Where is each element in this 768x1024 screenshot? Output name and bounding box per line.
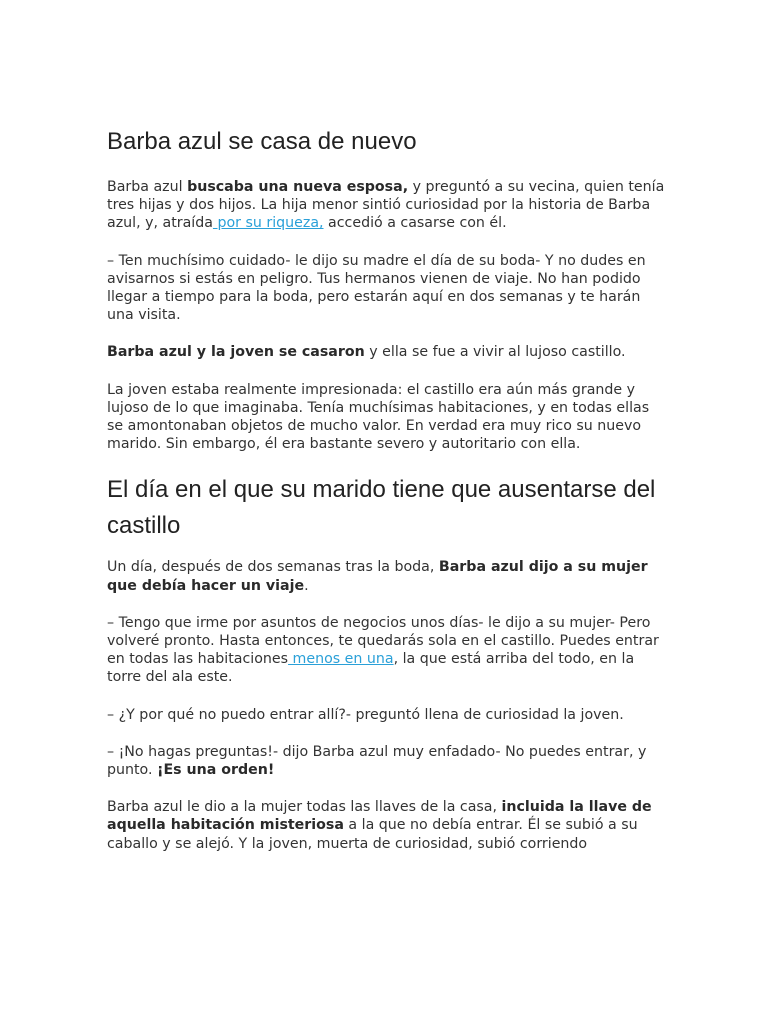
paragraph-boda xyxy=(107,343,667,361)
link-menos-en-una[interactable]: menos en una xyxy=(288,651,394,668)
paragraph-intro xyxy=(107,178,667,233)
text-run: . xyxy=(304,577,309,594)
paragraph-castillo: La joven estaba realmente impresionada: el castillo era aún más grande y lujoso de lo que imaginaba. Tenía muchísimas habitaciones, y en todas ellas se amontonaban objetos de mucho valor. En verdad era muy rico su nuevo marido. Sin embargo, él era bastante severo y autoritario con ella. xyxy=(107,381,650,453)
text-run: Un día, después de dos semanas tras la boda, xyxy=(107,559,439,576)
paragraph-orden xyxy=(107,743,667,779)
bold-text: incluida la llave de aquella habitación misteriosa xyxy=(107,799,652,834)
bold-text: ¡Es una orden! xyxy=(157,762,275,779)
text-run: accedió a casarse con él. xyxy=(323,215,507,232)
text-run: Barba azul xyxy=(107,179,188,195)
text-run: – ¡No hagas preguntas!- dijo Barba azul muy enfadado- No puedes entrar, y punto. xyxy=(107,743,647,779)
section-heading-ausentarse: El día en el que su marido tiene que ausentarse del castillo xyxy=(107,476,656,540)
bold-text: Barba azul dijo a su mujer que debía hacer un viaje xyxy=(107,559,648,594)
paragraph-llaves xyxy=(107,798,667,853)
bold-text: buscaba una nueva esposa, xyxy=(187,179,409,195)
paragraph-pregunta: – ¿Y por qué no puedo entrar allí?- preguntó llena de curiosidad la joven. xyxy=(107,706,624,723)
text-run: – Tengo que irme por asuntos de negocios unos días- le dijo a su mujer- Pero volveré pronto. Hasta entonces, te quedarás sola en el castillo. Puedes entrar en todas las habitaciones xyxy=(107,614,659,668)
article xyxy=(107,122,667,872)
text-run: , la que está arriba del todo, en la torre del ala este. xyxy=(107,651,635,686)
section-heading-casa: Barba azul se casa de nuevo xyxy=(107,128,417,155)
bold-text: Barba azul y la joven se casaron xyxy=(107,344,365,361)
text-run: y ella se fue a vivir al lujoso castillo. xyxy=(364,344,626,361)
paragraph-madre: – Ten muchísimo cuidado- le dijo su madre el día de su boda- Y no dudes en avisarnos si estás en peligro. Tus hermanos vienen de viaje. No han podido llegar a tiempo para la boda, pero estarán aquí en dos semanas y te harán una visita. xyxy=(107,252,646,324)
link-riqueza[interactable]: por su riqueza, xyxy=(212,215,324,232)
paragraph-negocios xyxy=(107,614,667,687)
text-run: Barba azul le dio a la mujer todas las llaves de la casa, xyxy=(107,799,502,816)
text-run: a la que no debía entrar. Él se subió a su caballo y se alejó. Y la joven, muerta de curiosidad, subió corriendo xyxy=(107,817,638,852)
text-run: y preguntó a su vecina, quien tenía tres hijas y dos hijos. La hija menor sintió curiosidad por la historia de Barba azul, y, atraída xyxy=(107,179,665,232)
paragraph-viaje xyxy=(107,558,667,594)
